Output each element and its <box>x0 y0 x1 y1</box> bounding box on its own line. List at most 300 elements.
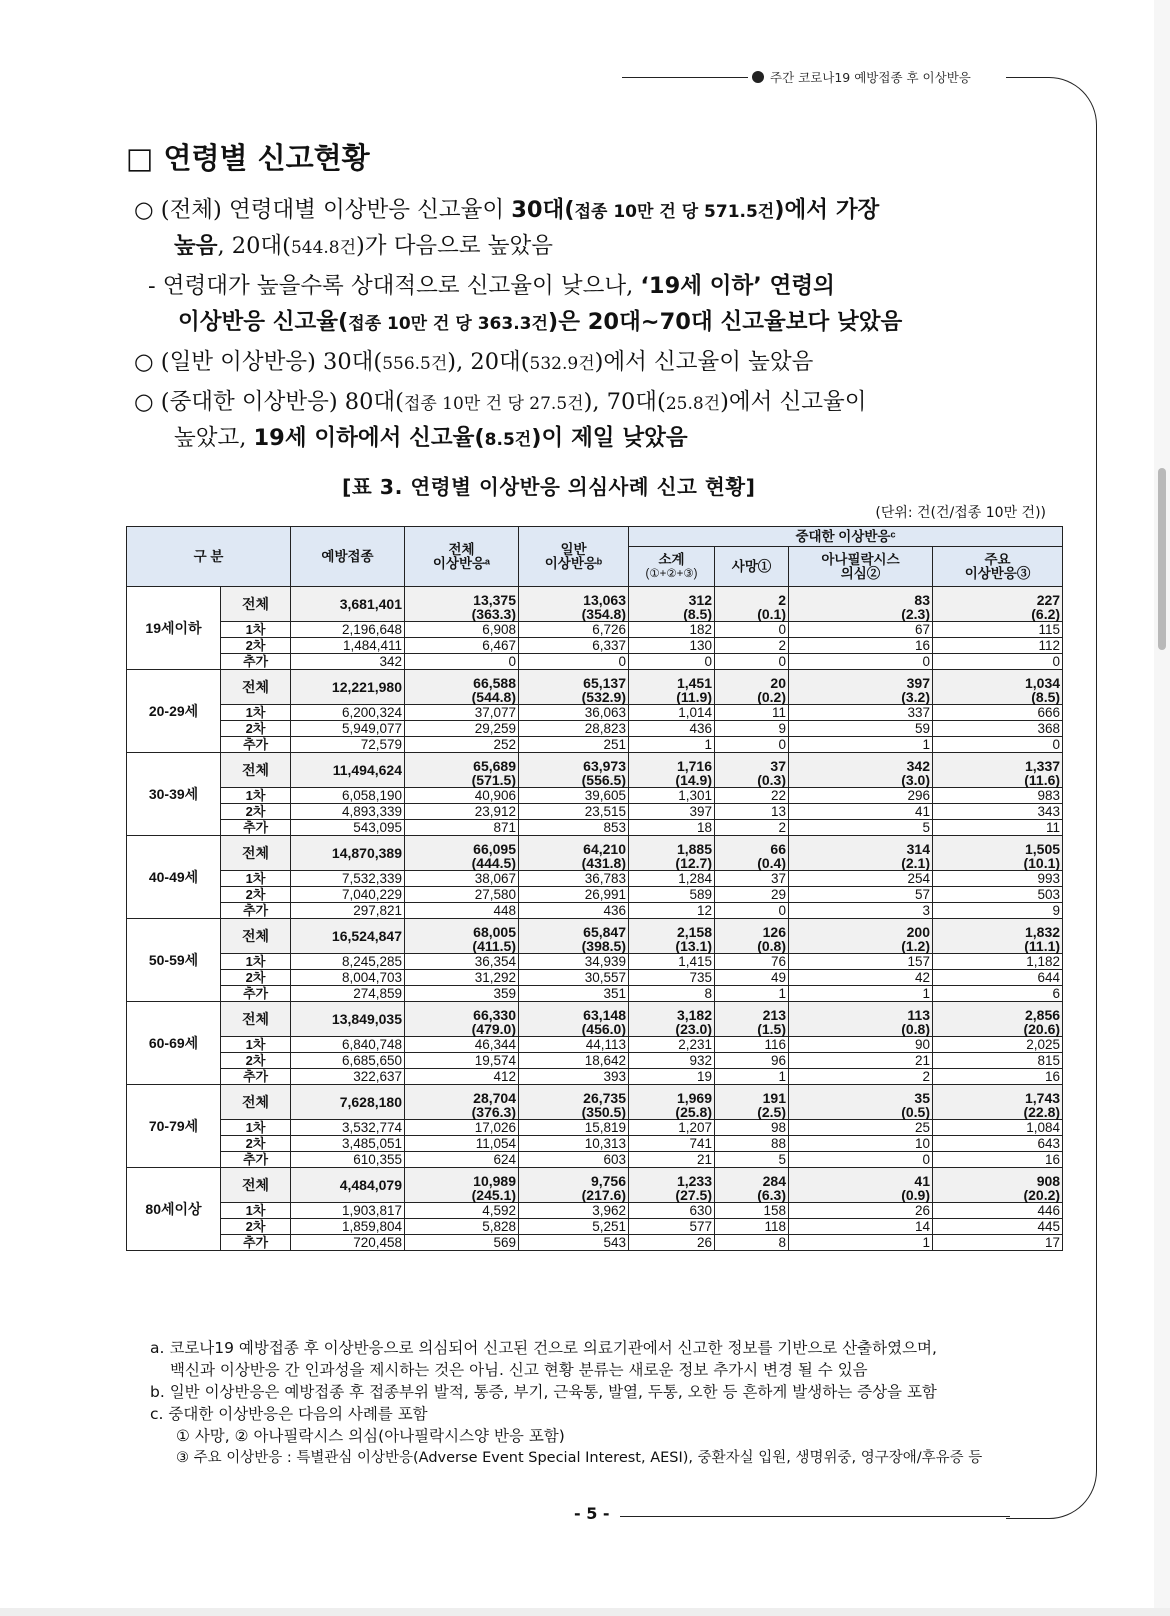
cell-ana <box>789 836 933 871</box>
cell-sub: 1,284 <box>629 871 715 887</box>
cell-value: 10,989 <box>473 1173 516 1189</box>
cell-all: 569 <box>405 1235 519 1251</box>
table-row <box>127 1203 1063 1219</box>
cell-sub: 26 <box>629 1235 715 1251</box>
cell-sub <box>629 836 715 871</box>
cell-ana <box>789 919 933 954</box>
cell-death: 158 <box>715 1203 789 1219</box>
cell-value: 1,337 <box>1025 758 1061 774</box>
cell-rate: (0.1) <box>757 606 786 622</box>
cell-all: 36,354 <box>405 954 519 970</box>
cell-all <box>405 1002 519 1037</box>
dose-label: 1차 <box>221 1120 291 1136</box>
cell-death: 88 <box>715 1136 789 1152</box>
cell-gen: 36,063 <box>519 705 629 721</box>
dose-label: 2차 <box>221 1219 291 1235</box>
cell-vacc: 4,484,079 <box>291 1168 405 1203</box>
cell-gen: 28,823 <box>519 721 629 737</box>
cell-rate: (8.5) <box>683 606 712 622</box>
cell-major: 343 <box>933 804 1063 820</box>
cell-sub: 1,415 <box>629 954 715 970</box>
cell-gen: 5,251 <box>519 1219 629 1235</box>
cell-major: 11 <box>933 820 1063 836</box>
cell-vacc: 342 <box>291 654 405 670</box>
cell-all: 624 <box>405 1152 519 1168</box>
cell-major: 112 <box>933 638 1063 654</box>
cell-death <box>715 753 789 788</box>
cell-major: 445 <box>933 1219 1063 1235</box>
cell-value: 9,756 <box>590 1173 626 1189</box>
cell-ana: 90 <box>789 1037 933 1053</box>
cell-rate: (2.5) <box>757 1104 786 1120</box>
dose-label: 2차 <box>221 887 291 903</box>
dose-label: 1차 <box>221 788 291 804</box>
cell-rate: (376.3) <box>471 1104 516 1120</box>
cell-major: 643 <box>933 1136 1063 1152</box>
cell-all <box>405 587 519 622</box>
paragraph-3: ○ (일반 이상반응) 30대(556.5건), 20대(532.9건)에서 신고율이 높았음 <box>134 349 814 375</box>
cell-value: 83 <box>914 592 930 608</box>
cell-rate: (14.9) <box>675 772 712 788</box>
cell-vacc: 72,579 <box>291 737 405 753</box>
header-death: 사망① <box>715 547 789 587</box>
cell-value: 37 <box>770 758 786 774</box>
cell-rate: (217.6) <box>581 1187 626 1203</box>
cell-all: 17,026 <box>405 1120 519 1136</box>
section-title: □ 연령별 신고현황 <box>126 141 370 175</box>
cell-all: 40,906 <box>405 788 519 804</box>
dose-label: 2차 <box>221 804 291 820</box>
age-group-label: 60-69세 <box>127 1002 221 1085</box>
paragraph-1-line-1: ○ (전체) 연령대별 이상반응 신고율이 30대(접종 10만 건 당 571.5건)에서 가장 <box>134 197 880 223</box>
table-row <box>127 1053 1063 1069</box>
cell-value: 66,588 <box>473 675 516 691</box>
dose-label: 2차 <box>221 638 291 654</box>
cell-ana <box>789 1002 933 1037</box>
cell-sub: 19 <box>629 1069 715 1085</box>
cell-death: 2 <box>715 820 789 836</box>
footnote-b: b. 일반 이상반응은 예방접종 후 접종부위 발적, 통증, 부기, 근육통, 발열, 두통, 오한 등 흔하게 발생하는 증상을 포함 <box>150 1383 937 1401</box>
cell-sub <box>629 1085 715 1120</box>
cell-rate: (3.0) <box>901 772 930 788</box>
cell-major: 6 <box>933 986 1063 1002</box>
cell-rate: (23.0) <box>675 1021 712 1037</box>
cell-major: 16 <box>933 1152 1063 1168</box>
table-row <box>127 919 1063 954</box>
cell-death: 0 <box>715 622 789 638</box>
cell-sub <box>629 919 715 954</box>
cell-major: 644 <box>933 970 1063 986</box>
cell-rate: (571.5) <box>471 772 516 788</box>
table-row <box>127 903 1063 919</box>
cell-sub: 932 <box>629 1053 715 1069</box>
dose-label: 1차 <box>221 871 291 887</box>
cell-gen: 10,313 <box>519 1136 629 1152</box>
cell-ana: 42 <box>789 970 933 986</box>
cell-major: 368 <box>933 721 1063 737</box>
cell-rate: (556.5) <box>581 772 626 788</box>
cell-death <box>715 1168 789 1203</box>
cell-rate: (11.6) <box>1024 772 1061 788</box>
dose-label: 추가 <box>221 820 291 836</box>
cell-vacc: 6,058,190 <box>291 788 405 804</box>
cell-value: 64,210 <box>583 841 626 857</box>
cell-all: 38,067 <box>405 871 519 887</box>
cell-death: 1 <box>715 1069 789 1085</box>
cell-value: 20 <box>770 675 786 691</box>
cell-gen: 436 <box>519 903 629 919</box>
cell-ana: 2 <box>789 1069 933 1085</box>
table-row <box>127 670 1063 705</box>
cell-vacc: 610,355 <box>291 1152 405 1168</box>
cell-major: 9 <box>933 903 1063 919</box>
cell-rate: (456.0) <box>581 1021 626 1037</box>
cell-major <box>933 836 1063 871</box>
cell-sub: 577 <box>629 1219 715 1235</box>
cell-value: 908 <box>1036 1173 1061 1189</box>
cell-vacc: 543,095 <box>291 820 405 836</box>
cell-value: 1,743 <box>1025 1090 1061 1106</box>
cell-sub: 0 <box>629 654 715 670</box>
cell-rate: (22.8) <box>1023 1104 1061 1120</box>
cell-value: 1,885 <box>676 841 712 857</box>
cell-value: 26,735 <box>583 1090 626 1106</box>
dose-label: 전체 <box>221 1085 291 1120</box>
cell-rate: (0.2) <box>757 689 786 705</box>
cell-value: 314 <box>906 841 930 857</box>
age-group-label: 19세이하 <box>127 587 221 670</box>
dose-label: 1차 <box>221 954 291 970</box>
cell-vacc: 4,893,339 <box>291 804 405 820</box>
cell-rate: (444.5) <box>471 855 516 871</box>
cell-major <box>933 587 1063 622</box>
cell-sub: 735 <box>629 970 715 986</box>
cell-ana <box>789 587 933 622</box>
cell-death: 0 <box>715 737 789 753</box>
cell-rate: (20.2) <box>1023 1187 1061 1203</box>
dose-label: 2차 <box>221 1136 291 1152</box>
table-row <box>127 804 1063 820</box>
running-title: 주간 코로나19 예방접종 후 이상반응 <box>770 70 971 85</box>
cell-vacc: 3,681,401 <box>291 587 405 622</box>
cell-vacc: 16,524,847 <box>291 919 405 954</box>
dose-label: 전체 <box>221 587 291 622</box>
cell-death: 9 <box>715 721 789 737</box>
cell-value: 113 <box>907 1007 930 1023</box>
cell-death <box>715 670 789 705</box>
dose-label: 2차 <box>221 1053 291 1069</box>
cell-ana: 16 <box>789 638 933 654</box>
cell-death: 49 <box>715 970 789 986</box>
cell-death: 0 <box>715 654 789 670</box>
cell-ana: 0 <box>789 1152 933 1168</box>
table-row <box>127 887 1063 903</box>
dose-label: 전체 <box>221 836 291 871</box>
table-row <box>127 788 1063 804</box>
table-row <box>127 836 1063 871</box>
dose-label: 전체 <box>221 919 291 954</box>
cell-death: 98 <box>715 1120 789 1136</box>
table-row <box>127 721 1063 737</box>
footer-rule <box>620 1516 1010 1517</box>
cell-gen: 6,726 <box>519 622 629 638</box>
cell-major: 446 <box>933 1203 1063 1219</box>
cell-sub: 1,207 <box>629 1120 715 1136</box>
cell-gen: 44,113 <box>519 1037 629 1053</box>
cell-all: 0 <box>405 654 519 670</box>
cell-gen: 251 <box>519 737 629 753</box>
dose-label: 전체 <box>221 1168 291 1203</box>
dose-label: 추가 <box>221 1152 291 1168</box>
cell-death: 76 <box>715 954 789 970</box>
cell-vacc: 7,532,339 <box>291 871 405 887</box>
cell-value: 284 <box>762 1173 786 1189</box>
cell-value: 41 <box>914 1173 930 1189</box>
cell-major: 993 <box>933 871 1063 887</box>
dose-label: 1차 <box>221 622 291 638</box>
footnote-c: c. 중대한 이상반응은 다음의 사례를 포함 <box>150 1405 428 1423</box>
cell-rate: (0.3) <box>757 772 786 788</box>
dose-label: 전체 <box>221 1002 291 1037</box>
cell-all: 37,077 <box>405 705 519 721</box>
header-rule <box>622 77 748 78</box>
cell-all: 23,912 <box>405 804 519 820</box>
cell-major: 2,025 <box>933 1037 1063 1053</box>
paragraph-4-line-2: 높았고, 19세 이하에서 신고율(8.5건)이 제일 낮았음 <box>174 425 688 451</box>
table-row <box>127 737 1063 753</box>
cell-vacc: 12,221,980 <box>291 670 405 705</box>
cell-rate: (0.4) <box>757 855 786 871</box>
paragraph-4-line-1: ○ (중대한 이상반응) 80대(접종 10만 건 당 27.5건), 70대(25.8건)에서 신고율이 <box>134 389 867 415</box>
cell-ana: 57 <box>789 887 933 903</box>
cell-ana <box>789 753 933 788</box>
cell-all <box>405 670 519 705</box>
cell-value: 66 <box>770 841 786 857</box>
cell-all: 11,054 <box>405 1136 519 1152</box>
cell-all <box>405 753 519 788</box>
cell-death <box>715 1002 789 1037</box>
cell-rate: (0.5) <box>901 1104 930 1120</box>
cell-rate: (25.8) <box>675 1104 712 1120</box>
cell-sub: 2,231 <box>629 1037 715 1053</box>
cell-major <box>933 1002 1063 1037</box>
cell-sub: 630 <box>629 1203 715 1219</box>
cell-ana: 10 <box>789 1136 933 1152</box>
cell-rate: (350.5) <box>581 1104 626 1120</box>
cell-value: 65,847 <box>583 924 626 940</box>
cell-all: 252 <box>405 737 519 753</box>
age-group-label: 40-49세 <box>127 836 221 919</box>
cell-major: 666 <box>933 705 1063 721</box>
cell-gen: 34,939 <box>519 954 629 970</box>
cell-all: 448 <box>405 903 519 919</box>
cell-value: 63,973 <box>583 758 626 774</box>
cell-all: 5,828 <box>405 1219 519 1235</box>
cell-gen <box>519 1168 629 1203</box>
cell-sub <box>629 670 715 705</box>
cell-death: 13 <box>715 804 789 820</box>
cell-all <box>405 919 519 954</box>
cell-death <box>715 919 789 954</box>
cell-rate: (0.8) <box>901 1021 930 1037</box>
cell-sub <box>629 587 715 622</box>
cell-gen: 603 <box>519 1152 629 1168</box>
scrollbar-thumb[interactable] <box>1158 468 1166 650</box>
cell-ana: 157 <box>789 954 933 970</box>
cell-all: 29,259 <box>405 721 519 737</box>
cell-gen: 30,557 <box>519 970 629 986</box>
cell-value: 1,716 <box>676 758 712 774</box>
cell-all <box>405 1085 519 1120</box>
dose-label: 추가 <box>221 986 291 1002</box>
header-serious-ae: 중대한 이상반응ᶜ <box>629 527 1063 547</box>
cell-major: 0 <box>933 654 1063 670</box>
cell-ana: 14 <box>789 1219 933 1235</box>
cell-all: 19,574 <box>405 1053 519 1069</box>
cell-ana: 5 <box>789 820 933 836</box>
cell-major: 1,084 <box>933 1120 1063 1136</box>
table-row <box>127 1235 1063 1251</box>
cell-ana <box>789 670 933 705</box>
cell-major <box>933 1085 1063 1120</box>
cell-rate: (1.5) <box>757 1021 786 1037</box>
cell-rate: (3.2) <box>901 689 930 705</box>
cell-vacc: 8,004,703 <box>291 970 405 986</box>
cell-value: 1,505 <box>1025 841 1061 857</box>
cell-value: 66,330 <box>473 1007 516 1023</box>
cell-all: 871 <box>405 820 519 836</box>
cell-sub: 741 <box>629 1136 715 1152</box>
cell-value: 2,856 <box>1025 1007 1061 1023</box>
dose-label: 1차 <box>221 705 291 721</box>
cell-all: 31,292 <box>405 970 519 986</box>
cell-rate: (363.3) <box>471 606 516 622</box>
cell-ana: 0 <box>789 654 933 670</box>
footnote-c-1: ① 사망, ② 아나필락시스 의심(아나필락시스양 반응 포함) <box>176 1427 565 1445</box>
cell-major <box>933 670 1063 705</box>
cell-rate: (6.3) <box>757 1187 786 1203</box>
cell-value: 213 <box>762 1007 786 1023</box>
cell-rate: (0.8) <box>757 938 786 954</box>
cell-death <box>715 587 789 622</box>
cell-vacc: 2,196,648 <box>291 622 405 638</box>
cell-value: 126 <box>762 924 786 940</box>
cell-value: 1,969 <box>676 1090 712 1106</box>
cell-gen: 36,783 <box>519 871 629 887</box>
table-row <box>127 1219 1063 1235</box>
header-general-ae: 일반 이상반응ᵇ <box>519 527 629 587</box>
cell-value: 1,451 <box>676 675 712 691</box>
cell-rate: (6.2) <box>1031 606 1061 622</box>
cell-major <box>933 919 1063 954</box>
cell-rate: (544.8) <box>471 689 516 705</box>
cell-sub: 12 <box>629 903 715 919</box>
cell-value: 13,063 <box>583 592 626 608</box>
scrollbar[interactable] <box>1154 0 1170 1616</box>
cell-rate: (431.8) <box>581 855 626 871</box>
cell-vacc: 7,040,229 <box>291 887 405 903</box>
cell-death: 29 <box>715 887 789 903</box>
cell-value: 13,375 <box>473 592 516 608</box>
cell-gen: 15,819 <box>519 1120 629 1136</box>
dose-label: 추가 <box>221 1235 291 1251</box>
age-group-label: 80세이상 <box>127 1168 221 1251</box>
cell-death: 2 <box>715 638 789 654</box>
cell-sub <box>629 1168 715 1203</box>
dose-label: 2차 <box>221 721 291 737</box>
table-row <box>127 986 1063 1002</box>
cell-vacc: 3,532,774 <box>291 1120 405 1136</box>
header-category: 구 분 <box>127 527 291 587</box>
cell-death: 5 <box>715 1152 789 1168</box>
dose-label: 2차 <box>221 970 291 986</box>
cell-rate: (398.5) <box>581 938 626 954</box>
cell-death: 8 <box>715 1235 789 1251</box>
cell-sub: 1 <box>629 737 715 753</box>
footnote-c-2: ③ 주요 이상반응 : 특별관심 이상반응(Adverse Event Special Interest, AESI), 중환자실 입원, 생명위중, 영구장애/후유증 등 <box>176 1450 983 1466</box>
dose-label: 1차 <box>221 1037 291 1053</box>
cell-value: 2,158 <box>676 924 712 940</box>
header-anaphylaxis: 아나필락시스 의심② <box>789 547 933 587</box>
cell-vacc: 1,859,804 <box>291 1219 405 1235</box>
cell-gen: 853 <box>519 820 629 836</box>
cell-value: 2 <box>778 592 786 608</box>
cell-ana: 1 <box>789 1235 933 1251</box>
cell-major <box>933 1168 1063 1203</box>
dose-label: 추가 <box>221 737 291 753</box>
cell-all <box>405 836 519 871</box>
cell-vacc: 720,458 <box>291 1235 405 1251</box>
dose-label: 추가 <box>221 903 291 919</box>
bullet-dot-icon <box>752 71 764 83</box>
cell-value: 68,005 <box>473 924 516 940</box>
cell-sub: 436 <box>629 721 715 737</box>
cell-ana: 67 <box>789 622 933 638</box>
table-row <box>127 954 1063 970</box>
cell-gen: 39,605 <box>519 788 629 804</box>
table-row <box>127 871 1063 887</box>
cell-rate: (13.1) <box>675 938 712 954</box>
cell-vacc: 6,840,748 <box>291 1037 405 1053</box>
cell-ana: 1 <box>789 986 933 1002</box>
bottom-bar <box>0 1608 1170 1616</box>
footnote-a-line-2: 백신과 이상반응 간 인과성을 제시하는 것은 아님. 신고 현황 분류는 새로운 정보 추가시 변경 될 수 있음 <box>170 1361 868 1379</box>
cell-ana <box>789 1168 933 1203</box>
cell-value: 28,704 <box>473 1090 516 1106</box>
cell-major: 1,182 <box>933 954 1063 970</box>
cell-rate: (11.9) <box>676 689 712 705</box>
cell-death: 116 <box>715 1037 789 1053</box>
cell-all: 46,344 <box>405 1037 519 1053</box>
cell-death: 22 <box>715 788 789 804</box>
table-row <box>127 1069 1063 1085</box>
cell-rate: (12.7) <box>675 855 712 871</box>
cell-value: 191 <box>762 1090 786 1106</box>
cell-major: 983 <box>933 788 1063 804</box>
cell-sub: 130 <box>629 638 715 654</box>
table-row <box>127 1002 1063 1037</box>
cell-gen: 3,962 <box>519 1203 629 1219</box>
cell-vacc: 1,484,411 <box>291 638 405 654</box>
cell-value: 63,148 <box>583 1007 626 1023</box>
cell-ana <box>789 1085 933 1120</box>
cell-value: 397 <box>906 675 930 691</box>
cell-major: 503 <box>933 887 1063 903</box>
cell-ana: 296 <box>789 788 933 804</box>
cell-all: 412 <box>405 1069 519 1085</box>
table-row <box>127 1152 1063 1168</box>
cell-major: 17 <box>933 1235 1063 1251</box>
